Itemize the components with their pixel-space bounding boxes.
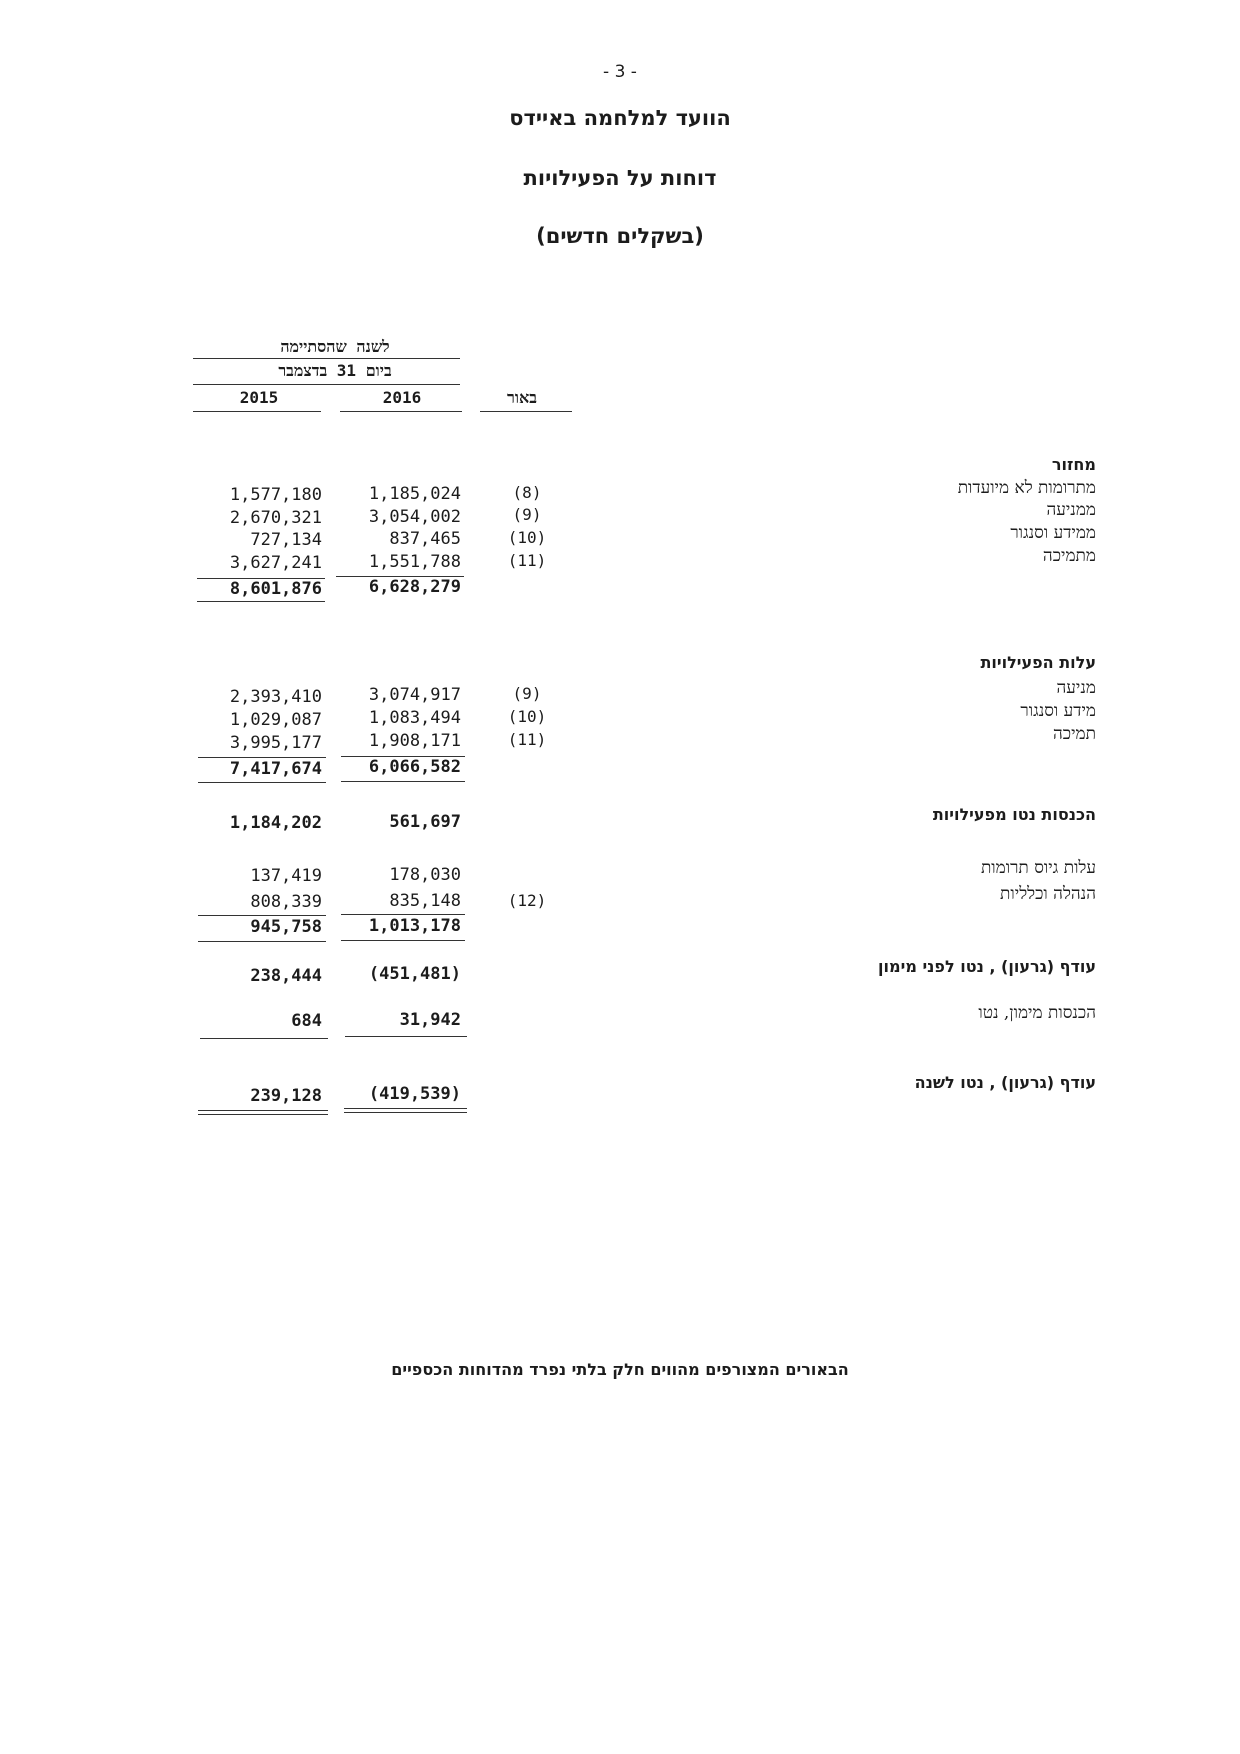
revenue-row-note: (8) [512, 483, 542, 502]
subtotal-rule [341, 914, 465, 915]
revenue-row-label: מתרומות לא מיועדות [957, 478, 1096, 498]
grand-total-double-rule [198, 1110, 328, 1115]
revenue-row-note: (9) [512, 505, 542, 524]
revenue-row-2016: 3,054,002 [368, 507, 461, 527]
revenue-row-2016: 1,551,788 [368, 552, 461, 572]
revenue-section-title: מחזור [1051, 455, 1096, 474]
total-rule [345, 1036, 467, 1037]
expense-row-2016: 178,030 [389, 865, 461, 885]
total-rule [198, 941, 326, 942]
cost-row-note: (10) [507, 707, 547, 726]
cost-row-2015: 3,995,177 [229, 733, 322, 753]
column-rule [480, 411, 572, 412]
revenue-row-2015: 3,627,241 [229, 553, 322, 573]
cost-row-note: (9) [512, 684, 542, 703]
costs-section-title: עלות הפעילויות [980, 653, 1096, 672]
revenue-row-label: ממניעה [1046, 500, 1096, 520]
finance-2016: 31,942 [399, 1010, 461, 1030]
total-rule [197, 601, 325, 602]
net-activities-2016: 561,697 [389, 812, 461, 832]
expense-row-2015: 137,419 [250, 866, 322, 886]
revenue-row-note: (10) [507, 528, 547, 547]
total-rule [198, 782, 326, 783]
subtotal-rule [198, 915, 326, 916]
total-rule [200, 1038, 328, 1039]
total-rule [341, 781, 465, 782]
revenue-row-2015: 1,577,180 [229, 485, 322, 505]
organization-name: הוועד למלחמה באיידס [509, 106, 731, 130]
period-header-line2: ביום 31 בדצמבר [278, 361, 392, 380]
column-rule [340, 411, 462, 412]
header-rule [193, 384, 460, 385]
revenue-row-2015: 727,134 [250, 530, 322, 550]
expense-row-label: עלות גיוס תרומות [980, 858, 1096, 878]
footer-note: הבאורים המצורפים מהווים חלק בלתי נפרד מהדוחות הכספיים [391, 1360, 849, 1379]
before-finance-2016: (451,481) [368, 964, 461, 984]
cost-row-2015: 1,029,087 [229, 710, 322, 730]
net-year-label: עודף (גרעון) , נטו לשנה [914, 1073, 1096, 1092]
expenses-total-2015: 945,758 [250, 917, 322, 937]
expense-row-note: (12) [507, 891, 547, 910]
finance-2015: 684 [291, 1011, 322, 1031]
cost-row-2016: 1,083,494 [368, 708, 461, 728]
revenue-row-label: ממידע וסנגור [1010, 523, 1096, 543]
before-finance-label: עודף (גרעון) , נטו לפני מימון [878, 957, 1096, 976]
subtotal-rule [198, 757, 326, 758]
costs-total-2015: 7,417,674 [229, 759, 322, 779]
cost-row-2015: 2,393,410 [229, 687, 322, 707]
net-activities-2015: 1,184,202 [229, 813, 322, 833]
costs-total-2016: 6,066,582 [368, 757, 461, 777]
column-rule [193, 411, 321, 412]
expenses-total-2016: 1,013,178 [368, 916, 461, 936]
page-number: - 3 - [603, 62, 637, 82]
header-rule [193, 358, 460, 359]
cost-row-label: מניעה [1056, 678, 1096, 698]
net-activities-label: הכנסות נטו מפעילויות [932, 805, 1096, 824]
cost-row-2016: 1,908,171 [368, 731, 461, 751]
report-title: דוחות על הפעילויות [523, 166, 717, 190]
expense-row-2016: 835,148 [389, 891, 461, 911]
revenue-row-2015: 2,670,321 [229, 508, 322, 528]
period-header-line1: לשנה שהסתיימה [280, 337, 390, 356]
expense-row-2015: 808,339 [250, 892, 322, 912]
revenue-row-label: מתמיכה [1042, 546, 1096, 566]
cost-row-note: (11) [507, 730, 547, 749]
revenue-row-2016: 1,185,024 [368, 484, 461, 504]
cost-row-label: תמיכה [1053, 724, 1096, 744]
expense-row-label: הנהלה וכלליות [1000, 884, 1096, 904]
currency-note: (בשקלים חדשים) [536, 224, 704, 248]
note-column-header: באור [507, 388, 537, 407]
revenue-total-2016: 6,628,279 [368, 577, 461, 597]
year-2016-header: 2016 [382, 388, 422, 407]
revenue-total-2015: 8,601,876 [229, 579, 322, 599]
finance-label: הכנסות מימון, נטו [978, 1003, 1096, 1023]
before-finance-2015: 238,444 [250, 966, 322, 986]
revenue-row-2016: 837,465 [389, 529, 461, 549]
year-2015-header: 2015 [239, 388, 279, 407]
net-year-2016: (419,539) [368, 1084, 461, 1104]
total-rule [341, 940, 465, 941]
grand-total-double-rule [344, 1108, 467, 1113]
cost-row-label: מידע וסנגור [1020, 701, 1096, 721]
net-year-2015: 239,128 [250, 1086, 322, 1106]
revenue-row-note: (11) [507, 551, 547, 570]
cost-row-2016: 3,074,917 [368, 685, 461, 705]
